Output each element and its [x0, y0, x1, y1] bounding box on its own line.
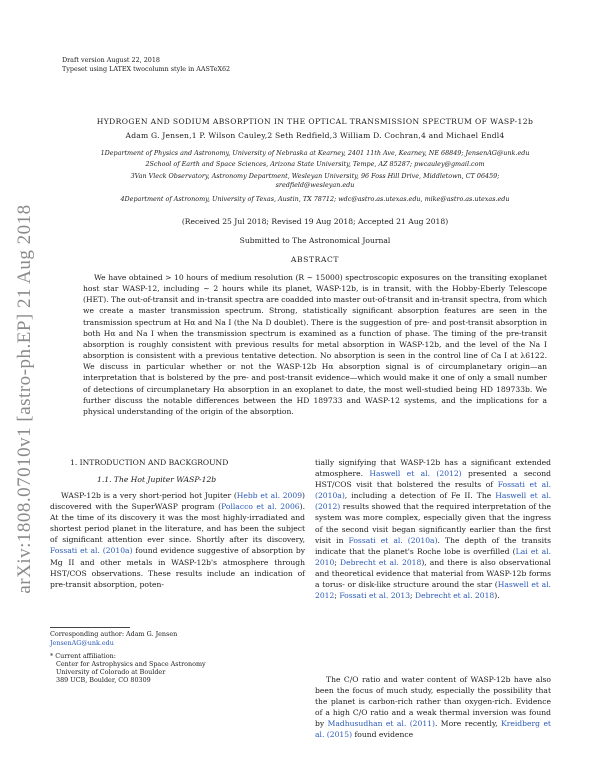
intro-p3-text-run: found evidence: [352, 730, 414, 740]
intro-p1-citation-link[interactable]: Fossati et al. (2010a): [50, 546, 133, 556]
current-affiliation-label: * Current affiliation:: [50, 652, 116, 660]
intro-p1-text-run: ). At the time of its discovery it was the most highly-irradiated and shortest period planet in the literature, and has been the subject of significant attention ever since. Shortly after its discovery,: [50, 502, 306, 545]
intro-p2-citation-link[interactable]: Fossati et al. (2010a): [315, 480, 551, 501]
intro-p2-citation-link[interactable]: Debrecht et al. 2018: [415, 591, 495, 601]
intro-p1-text-run: ) discovered with the SuperWASP program (: [50, 491, 305, 512]
intro-p2-text-run: , including a detection of Fe II. The: [344, 491, 496, 501]
intro-p3-text-run: The C/O ratio and water content of WASP-12b have also been the focus of much study, especially the possibility that the planet is carbon-rich rather than oxygen-rich. Evidence of a high C/O ratio and a weak thermal inversion was found by: [315, 675, 551, 729]
intro-p2-text-run: ;: [334, 557, 340, 567]
intro-p2-text-run: ), and there is also observational and theoretical evidence that material from WASP-12b forms a torus- or disk-like structure around the star (: [315, 557, 551, 590]
corresponding-author: Corresponding author: Adam G. Jensen: [50, 630, 178, 638]
intro-p1-citation-link[interactable]: Pollacco et al. 2006: [221, 502, 300, 512]
paper-title: HYDROGEN AND SODIUM ABSORPTION IN THE OPTICAL TRANSMISSION SPECTRUM OF WASP-12b: [96, 117, 534, 126]
intro-p2-citation-link[interactable]: Fossati et al. (2010a): [348, 535, 438, 545]
author-email-link[interactable]: JensenAG@unk.edu: [50, 639, 114, 647]
affiliation-4: 4Department of Astronomy, University of Texas, Austin, TX 78712; wdc@astro.as.utexas.edu, mike@astro.as.utexas.edu: [120, 195, 510, 203]
intro-p1-text-run: WASP-12b is a very short-period hot Jupiter (: [61, 491, 237, 500]
draft-version: Draft version August 22, 2018: [62, 56, 160, 64]
intro-p1-text-run: found evidence suggestive of absorption by Mg II and other metals in WASP-12b's atmosphere through HST/COS observations. These results include an indication of pre-transit absorption, poten-: [50, 546, 305, 589]
intro-p3-citation-link[interactable]: Kreidberg et al. (2015): [315, 719, 551, 740]
current-affiliation-line-1: Center for Astrophysics and Space Astronomy: [56, 660, 206, 668]
intro-paragraph-1: [50, 490, 305, 590]
intro-p2-text-run: ).: [494, 591, 500, 601]
intro-p2-text-run: tially signifying that WASP-12b has a significant extended atmosphere.: [315, 458, 551, 479]
intro-p2-citation-link[interactable]: Fossati et al. 2013: [339, 591, 411, 601]
intro-p2-text-run: ;: [410, 591, 416, 601]
intro-p2-citation-link[interactable]: Lai et al. 2010: [315, 546, 551, 567]
intro-p2-text-run: results showed that the required interpretation of the system was more complex, especially given that the ingress of the second visit began significantly earlier than the first visit in: [315, 502, 551, 545]
affiliation-3-email: sredfield@wesleyan.edu: [275, 181, 355, 189]
received-dates: (Received 25 Jul 2018; Revised 19 Aug 2018; Accepted 21 Aug 2018): [181, 217, 449, 226]
affiliation-2: 2School of Earth and Space Sciences, Arizona State University, Tempe, AZ 85287; pwcauley@gmail.com: [145, 160, 485, 168]
affiliation-1: 1Department of Physics and Astronomy, University of Nebraska at Kearney, 2401 11th Ave, Kearney, NE 68849; JensenAG@unk.edu: [100, 149, 530, 157]
intro-p1-citation-link[interactable]: Hebb et al. 2009: [236, 491, 303, 500]
intro-p2-text-run: ;: [334, 591, 340, 601]
intro-p3-text-run: . More recently,: [434, 719, 502, 729]
current-affiliation-line-3: 389 UCB, Boulder, CO 80309: [56, 676, 151, 684]
abstract-heading: ABSTRACT: [290, 255, 340, 264]
section-heading: 1. INTRODUCTION AND BACKGROUND: [70, 458, 229, 467]
current-affiliation-line-2: University of Colorado at Boulder: [56, 668, 166, 676]
intro-p2-citation-link[interactable]: Haswell et al. (2012): [369, 469, 462, 479]
abstract-text: We have obtained > 10 hours of medium resolution (R ∼ 15000) spectroscopic exposures on the transiting exoplanet host star WASP-12, including ∼ 2 hours while its planet, WASP-12b, is in transit, with the Hobby-Eberly Telescope (HET). The out-of-transit and in-transit spectra are coadded into master out-of-transit and in-transit spectra, from which we create a master transmission spectrum. Strong, statistically significant absorption features are seen in the transmission spectrum at Hα and Na I (the Na D doublet). There is the suggestion of pre- and post-transit absorption in both Hα and Na I when the transmission spectrum is examined as a function of phase. The timing of the pre-transit absorption is roughly consistent with previous results for metal absorption in WASP-12b, and the level of the Na I absorption is consistent with a previous tentative detection. No absorption is seen in the control line of Ca I at λ6122. We discuss in particular whether or not the WASP-12b Hα absorption signal is of circumplanetary origin—an interpretation that is bolstered by the pre- and post-transit evidence—which would make it one of only a small number of detections of circumplanetary Hα absorption in an exoplanet to date, the most well-studied being HD 189733b. We further discuss the notable differences between the HD 189733 and WASP-12 systems, and the implications for a physical understanding of the origin of the absorption.: [83, 273, 547, 416]
intro-p2-citation-link[interactable]: Haswell et al. (2012): [315, 491, 551, 512]
author-list: Adam G. Jensen,1 P. Wilson Cauley,2 Seth Redfield,3 William D. Cochran,4 and Michael Endl4: [125, 131, 505, 140]
intro-p2-text-run: presented a second HST/COS visit that bolstered the results of: [315, 469, 551, 490]
intro-paragraph-2: [315, 457, 551, 601]
intro-paragraph-3: [315, 674, 551, 741]
intro-p2-text-run: . The depth of the transits indicate that the planet's Roche lobe is overfilled (: [315, 535, 551, 556]
footnote-rule: [50, 627, 130, 628]
submitted-to: Submitted to The Astronomical Journal: [239, 236, 391, 245]
arxiv-identifier: arXiv:1808.07010v1 [astro-ph.EP] 21 Aug 2018: [14, 204, 35, 594]
affiliation-3: 3Van Vleck Observatory, Astronomy Department, Wesleyan University, 96 Foss Hill Drive, Middletown, CT 06459;: [130, 172, 500, 180]
subsection-heading: 1.1. The Hot Jupiter WASP-12b: [97, 475, 217, 484]
typeset-note: Typeset using LATEX twocolumn style in AASTeX62: [62, 65, 231, 73]
intro-p2-citation-link[interactable]: Debrecht et al. 2018: [340, 557, 422, 567]
intro-p3-citation-link[interactable]: Madhusudhan et al. (2011): [327, 719, 435, 729]
intro-p2-citation-link[interactable]: Haswell et al. 2012: [315, 580, 551, 601]
